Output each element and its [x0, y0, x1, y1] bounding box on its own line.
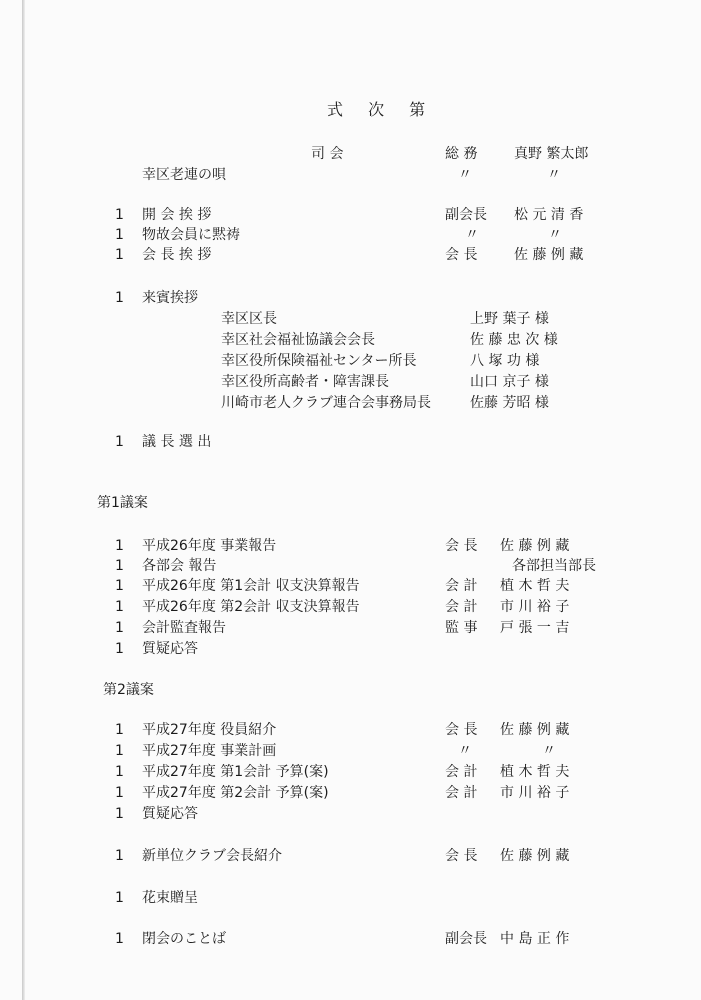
- item-text: 平成27年度 事業計画: [142, 743, 277, 759]
- item-role: 会 計: [445, 764, 478, 780]
- item-role: 会 長: [445, 848, 478, 864]
- item-person: 植 木 哲 夫: [500, 578, 570, 594]
- item-role: 〃: [465, 227, 479, 243]
- item-role: 会 長: [445, 722, 478, 738]
- item-text: 質疑応答: [142, 641, 198, 657]
- emcee-role: 総 務: [445, 146, 478, 162]
- song-ditto-2: 〃: [547, 167, 561, 183]
- item-text: 物故会員に黙祷: [142, 227, 240, 243]
- item-text: 会 長 挨 拶: [142, 247, 212, 263]
- emcee-name: 真野 繁太郎: [514, 146, 589, 162]
- item-text: 閉会のことば: [142, 931, 226, 947]
- item-person: 植 木 哲 夫: [500, 764, 570, 780]
- item-number: 1: [115, 620, 124, 636]
- guest-name: 上野 葉子 様: [470, 311, 549, 327]
- guest-name: 八 塚 功 様: [470, 353, 540, 369]
- guest-title: 幸区役所保険福祉センター所長: [221, 353, 417, 369]
- item-number: 1: [115, 764, 124, 780]
- item-text: 平成27年度 役員紹介: [142, 722, 277, 738]
- guest-name: 山口 京子 様: [470, 374, 549, 390]
- emcee-label: 司 会: [311, 146, 344, 162]
- item-person: 市 川 裕 子: [500, 599, 570, 615]
- item-number: 1: [115, 247, 124, 263]
- item-number: 1: [115, 890, 124, 906]
- item-number: 1: [115, 599, 124, 615]
- item-number: 1: [115, 578, 124, 594]
- item-text: 平成27年度 第2会計 予算(案): [142, 785, 329, 801]
- item-text: 各部会 報告: [142, 558, 217, 574]
- song-ditto-1: 〃: [458, 167, 472, 183]
- item-role: 会 長: [445, 247, 478, 263]
- item-number: 1: [115, 558, 124, 574]
- item-number: 1: [115, 227, 124, 243]
- item-role: 副会長: [445, 207, 487, 223]
- agenda-heading: 第1議案: [97, 495, 148, 511]
- guest-title: 幸区役所高齢者・障害課長: [221, 374, 389, 390]
- item-person: 戸 張 一 吉: [500, 620, 570, 636]
- document-title: 式 次 第: [327, 100, 436, 119]
- item-role: 会 計: [445, 578, 478, 594]
- item-number: 1: [115, 722, 124, 738]
- item-text: 平成26年度 第2会計 収支決算報告: [142, 599, 360, 615]
- song-title: 幸区老連の唄: [142, 167, 226, 183]
- item-number: 1: [115, 538, 124, 554]
- item-person: 佐 藤 例 藏: [514, 247, 584, 263]
- item-number: 1: [115, 207, 124, 223]
- guest-name: 佐藤 芳昭 様: [470, 395, 549, 411]
- item-number: 1: [115, 290, 124, 306]
- scan-edge: [22, 0, 25, 1000]
- item-number: 1: [115, 785, 124, 801]
- item-number: 1: [115, 641, 124, 657]
- item-text: 質疑応答: [142, 806, 198, 822]
- item-person: 市 川 裕 子: [500, 785, 570, 801]
- item-role: 副会長: [445, 931, 487, 947]
- item-person: 松 元 清 香: [514, 207, 584, 223]
- item-person: 佐 藤 例 藏: [500, 722, 570, 738]
- guest-name: 佐 藤 忠 次 様: [470, 332, 558, 348]
- item-number: 1: [115, 434, 124, 450]
- item-role: 〃: [458, 743, 472, 759]
- item-text: 花束贈呈: [142, 890, 198, 906]
- item-person: 各部担当部長: [512, 558, 596, 574]
- item-role: 会 計: [445, 785, 478, 801]
- item-text: 新単位クラブ会長紹介: [142, 848, 282, 864]
- item-person: 〃: [548, 227, 562, 243]
- item-number: 1: [115, 848, 124, 864]
- item-text: 会計監査報告: [142, 620, 226, 636]
- item-text: 平成27年度 第1会計 予算(案): [142, 764, 329, 780]
- item-number: 1: [115, 806, 124, 822]
- guest-title: 幸区区長: [221, 311, 277, 327]
- item-person: 〃: [542, 743, 556, 759]
- item-text: 平成26年度 第1会計 収支決算報告: [142, 578, 360, 594]
- item-text: 開 会 挨 拶: [142, 207, 212, 223]
- item-person: 佐 藤 例 藏: [500, 848, 570, 864]
- item-person: 佐 藤 例 藏: [500, 538, 570, 554]
- item-role: 会 長: [445, 538, 478, 554]
- item-text: 議 長 選 出: [142, 434, 212, 450]
- item-number: 1: [115, 931, 124, 947]
- item-role: 監 事: [445, 620, 478, 636]
- guest-title: 幸区社会福祉協議会会長: [221, 332, 375, 348]
- guest-section-title: 来賓挨拶: [142, 290, 198, 306]
- guest-title: 川崎市老人クラブ連合会事務局長: [221, 395, 431, 411]
- item-role: 会 計: [445, 599, 478, 615]
- item-person: 中 島 正 作: [500, 931, 570, 947]
- item-number: 1: [115, 743, 124, 759]
- item-text: 平成26年度 事業報告: [142, 538, 277, 554]
- agenda-heading: 第2議案: [103, 682, 154, 698]
